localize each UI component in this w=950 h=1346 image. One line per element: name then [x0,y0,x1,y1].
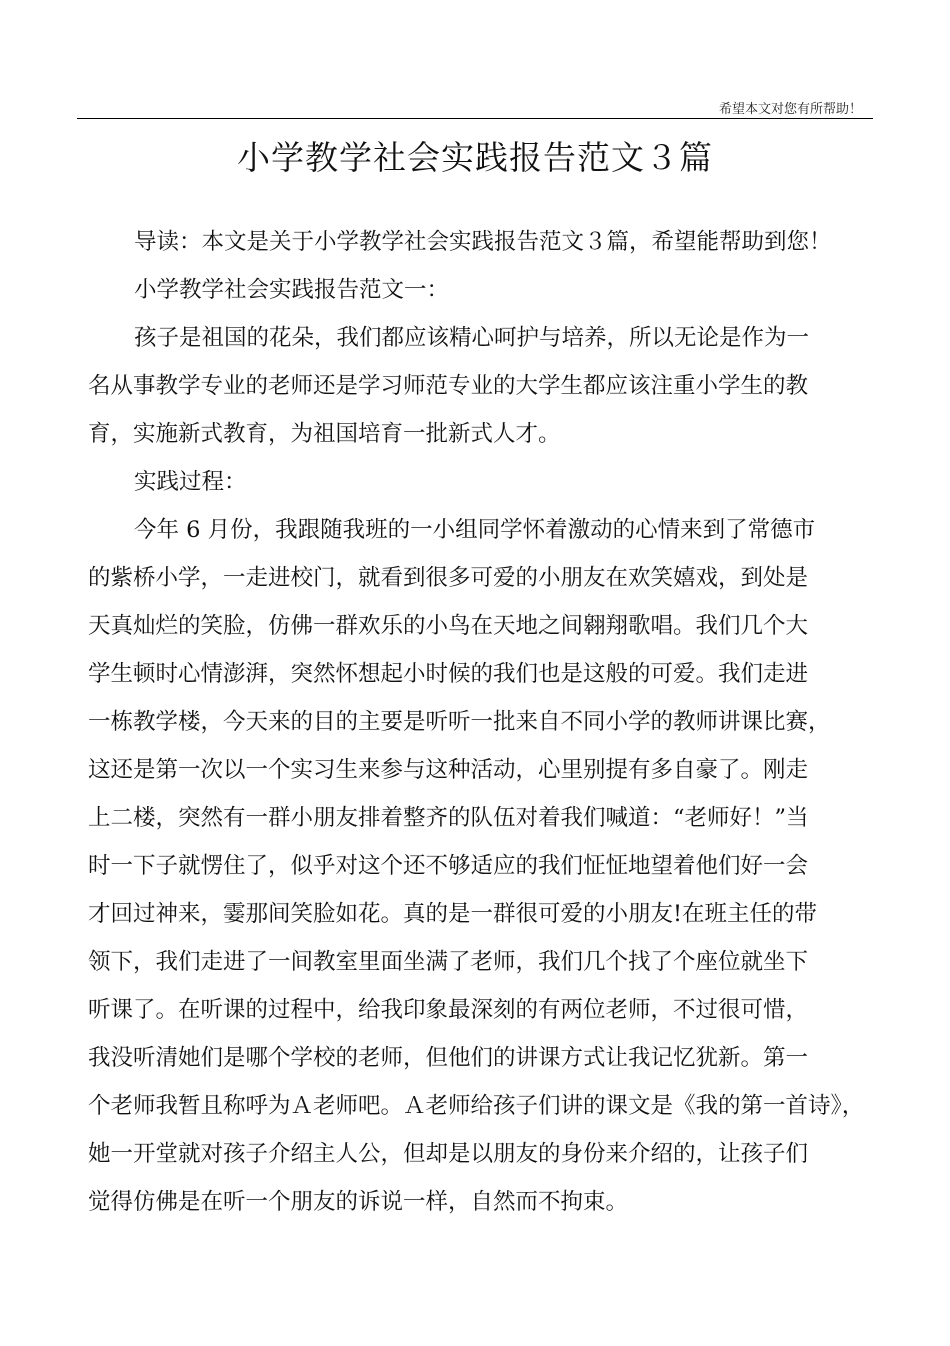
paragraph-line: 听课了。在听课的过程中，给我印象最深刻的有两位老师，不过很可惜， [88,997,809,1023]
paragraph-line: 今年 6 月份，我跟随我班的一小组同学怀着激动的心情来到了常德市 [134,517,816,543]
header-divider [77,118,873,119]
paragraph-line: 的紫桥小学，一走进校门，就看到很多可爱的小朋友在欢笑嬉戏，到处是 [88,565,809,591]
paragraph-line: 这还是第一次以一个实习生来参与这种活动，心里别提有多自豪了。刚走 [88,757,809,783]
paragraph-line: 天真灿烂的笑脸，仿佛一群欢乐的小鸟在天地之间翱翔歌唱。我们几个大 [88,613,809,639]
section-heading: 实践过程： [134,469,247,495]
paragraph-line: 育，实施新式教育，为祖国培育一批新式人才。 [88,421,561,447]
paragraph-line: 名从事教学专业的老师还是学习师范专业的大学生都应该注重小学生的教 [88,373,809,399]
document-body [88,218,868,1226]
intro-paragraph: 导读：本文是关于小学教学社会实践报告范文３篇，希望能帮助到您！ [134,229,832,255]
document-title: 小学教学社会实践报告范文３篇 [237,138,713,177]
paragraph-line: 个老师我暂且称呼为Ａ老师吧。Ａ老师给孩子们讲的课文是《我的第一首诗》， [88,1093,865,1119]
header-note: 希望本文对您有所帮助！ [718,102,862,117]
paragraph-line: 领下，我们走进了一间教室里面坐满了老师，我们几个找了个座位就坐下 [88,949,809,975]
section-heading: 小学教学社会实践报告范文一： [134,277,450,303]
paragraph-line: 觉得仿佛是在听一个朋友的诉说一样，自然而不拘束。 [88,1189,629,1215]
paragraph-line: 一栋教学楼，今天来的目的主要是听听一批来自不同小学的教师讲课比赛， [88,709,831,735]
paragraph-line: 她一开堂就对孩子介绍主人公，但却是以朋友的身份来介绍的，让孩子们 [88,1141,809,1167]
paragraph-line: 我没听清她们是哪个学校的老师，但他们的讲课方式让我记忆犹新。第一 [88,1045,809,1071]
paragraph-line: 才回过神来，霎那间笑脸如花。真的是一群很可爱的小朋友!在班主任的带 [88,901,818,927]
paragraph-line: 孩子是祖国的花朵，我们都应该精心呵护与培养，所以无论是作为一 [134,325,810,351]
paragraph-line: 时一下子就愣住了，似乎对这个还不够适应的我们怔怔地望着他们好一会 [88,853,809,879]
paragraph-line: 上二楼，突然有一群小朋友排着整齐的队伍对着我们喊道：“老师好！”当 [88,805,809,831]
paragraph-line: 学生顿时心情澎湃，突然怀想起小时候的我们也是这般的可爱。我们走进 [88,661,809,687]
